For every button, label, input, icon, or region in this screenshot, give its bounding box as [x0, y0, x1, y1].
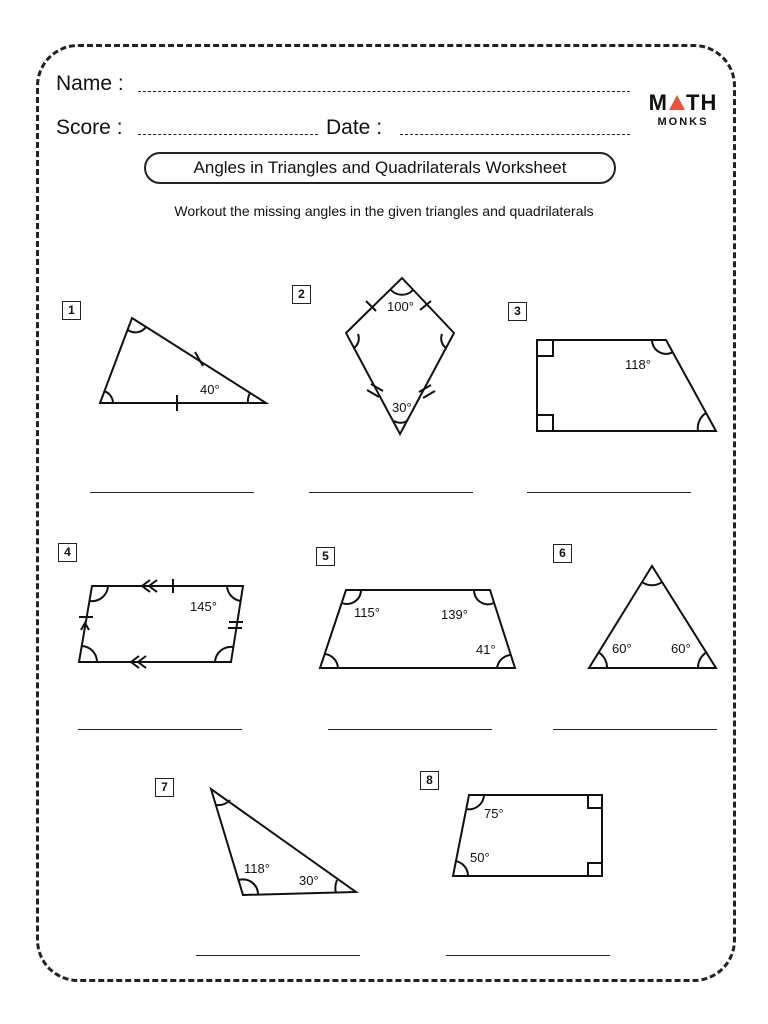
problem-2-number: 2	[292, 285, 311, 304]
problem-1-number: 1	[62, 301, 81, 320]
problem-1-angle: 40°	[200, 382, 220, 397]
problem-4-angle: 145°	[190, 599, 217, 614]
problem-5-angle-top-left: 115°	[354, 605, 380, 620]
problem-8-angle-bottom: 50°	[470, 850, 490, 865]
problem-4-number: 4	[58, 543, 77, 562]
logo-text-left: M	[648, 90, 668, 115]
problem-3-number: 3	[508, 302, 527, 321]
name-label: Name :	[56, 72, 124, 95]
problem-6-angle-right: 60°	[671, 641, 691, 656]
problem-3-angle: 118°	[625, 357, 651, 372]
problem-3-trapezoid	[537, 340, 716, 431]
problem-5-angle-bottom-right: 41°	[476, 642, 496, 657]
problem-2-angle-top: 100°	[387, 299, 414, 314]
worksheet-title: Angles in Triangles and Quadrilaterals Worksheet	[144, 152, 616, 184]
logo-text-right: TH	[686, 90, 718, 115]
problem-6-triangle	[589, 566, 716, 668]
problem-7-angle-left: 118°	[244, 861, 270, 876]
problem-7-triangle	[211, 789, 356, 895]
instructions: Workout the missing angles in the given triangles and quadrilaterals	[174, 203, 594, 219]
problem-7-number: 7	[155, 778, 174, 797]
score-label: Score :	[56, 116, 123, 139]
problem-7-angle-right: 30°	[299, 873, 319, 888]
date-label: Date :	[326, 116, 383, 139]
problem-6-angle-left: 60°	[612, 641, 632, 656]
problem-8-number: 8	[420, 771, 439, 790]
problem-5-angle-top-right: 139°	[441, 607, 468, 622]
problem-4-parallelogram	[79, 579, 243, 668]
problem-6-number: 6	[553, 544, 572, 563]
problem-5-number: 5	[316, 547, 335, 566]
problem-2-angle-bottom: 30°	[392, 400, 412, 415]
problem-8-angle-top: 75°	[484, 806, 504, 821]
logo-subtitle: MONKS	[657, 116, 709, 128]
problem-1-triangle	[100, 318, 266, 411]
